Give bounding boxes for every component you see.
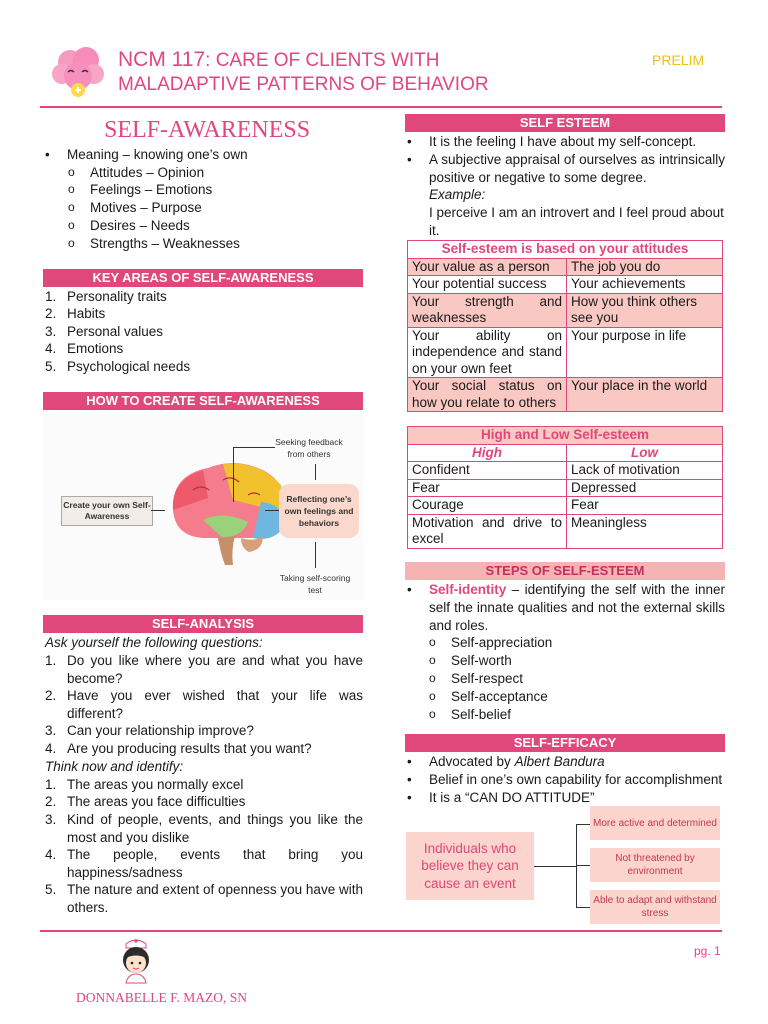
- table-row: Confident Lack of motivation: [408, 462, 723, 480]
- self-awareness-title: SELF-AWARENESS: [104, 117, 311, 143]
- identify-item: 1. The areas you normally excel: [45, 777, 244, 792]
- efficacy-source-box: Individuals who believe they can cause an event: [406, 832, 534, 900]
- table-row: Courage Fear: [408, 497, 723, 515]
- attitudes-table-title: Self-esteem is based on your attitudes: [408, 241, 723, 259]
- table-row: Your value as a person The job you do: [408, 258, 723, 276]
- col-high: High: [408, 444, 567, 462]
- identify-item: 2. The areas you face difficulties: [45, 794, 246, 809]
- step-item: o Self-worth: [451, 652, 512, 670]
- self-efficacy-heading: SELF-EFFICACY: [405, 734, 725, 752]
- course-code: NCM 117: [118, 48, 206, 71]
- steps-heading: STEPS OF SELF-ESTEEM: [405, 562, 725, 580]
- seeking-feedback-label: Seeking feedback from others: [275, 437, 343, 459]
- identify-item: 3. Kind of people, events, and things you like the most and you dislike: [45, 812, 363, 845]
- efficacy-outcome: Able to adapt and withstand stress: [590, 890, 720, 924]
- high-low-table-title: High and Low Self-esteem: [408, 427, 723, 445]
- attitudes-table: [407, 240, 723, 412]
- key-area-item: 3. Personal values: [45, 324, 164, 339]
- high-low-table: [407, 426, 723, 549]
- reflecting-box: Reflecting one’s own feelings and behaviors: [279, 484, 359, 538]
- footer-divider: [40, 930, 722, 932]
- col-low: Low: [567, 444, 723, 462]
- awareness-item: o Desires – Needs: [90, 217, 190, 235]
- table-row: Your strength and weaknesses How you think others see you: [408, 293, 723, 327]
- page-number: pg. 1: [694, 944, 721, 958]
- self-awareness-diagram: [43, 414, 363, 600]
- create-box: Create your own Self-Awareness: [61, 496, 153, 526]
- efficacy-outcome: Not threatened by environment: [590, 848, 720, 882]
- question-item: 1. Do you like where you are and what you have become?: [45, 653, 363, 686]
- awareness-item: o Feelings – Emotions: [90, 181, 212, 199]
- example-label: Example:: [429, 187, 486, 202]
- key-area-item: 2. Habits: [45, 306, 106, 321]
- question-item: 2. Have you ever wished that your life was different?: [45, 688, 363, 721]
- self-esteem-bullet: • It is the feeling I have about my self-concept.: [429, 133, 725, 151]
- author-name: DONNABELLE F. MAZO, SN: [76, 990, 248, 1005]
- self-analysis-heading: SELF-ANALYSIS: [43, 615, 363, 633]
- table-row: Fear Depressed: [408, 479, 723, 497]
- course-title-line1: : CARE OF CLIENTS WITH: [205, 50, 440, 71]
- table-row: Your social status on how you relate to others Your place in the world: [408, 378, 723, 412]
- step-item: o Self-appreciation: [451, 634, 552, 652]
- can-do-bullet: • It is a “CAN DO ATTITUDE”: [429, 789, 595, 807]
- key-area-item: 4. Emotions: [45, 341, 124, 356]
- meaning-bullet: • Meaning – knowing one’s own: [67, 146, 248, 164]
- example-text: I perceive I am an introvert and I feel proud about it.: [429, 205, 724, 238]
- identify-item: 5. The nature and extent of openness you have with others.: [45, 882, 363, 915]
- header-divider: [40, 106, 722, 108]
- step-item: o Self-respect: [451, 670, 523, 688]
- term-label: PRELIM: [652, 52, 705, 68]
- advocated-bullet: • Advocated by Albert Bandura: [429, 753, 605, 771]
- question-item: 4. Are you producing results that you want?: [45, 741, 312, 756]
- identify-intro: Think now and identify:: [45, 759, 184, 774]
- awareness-item: o Strengths – Weaknesses: [90, 235, 240, 253]
- self-esteem-bullet: • A subjective appraisal of ourselves as intrinsically positive or negative to some degree.: [429, 151, 725, 186]
- awareness-item: o Attitudes – Opinion: [90, 164, 204, 182]
- table-row: Your potential success Your achievements: [408, 276, 723, 294]
- how-to-heading: HOW TO CREATE SELF-AWARENESS: [43, 392, 363, 410]
- taking-test-label: Taking self-scoring test: [279, 573, 351, 595]
- table-row: Motivation and drive to excel Meaningless: [408, 514, 723, 548]
- efficacy-outcome: More active and determined: [590, 806, 720, 840]
- nurse-avatar-icon: [116, 936, 156, 984]
- key-area-item: 1. Personality traits: [45, 289, 167, 304]
- course-title-line2: MALADAPTIVE PATTERNS OF BEHAVIOR: [118, 74, 489, 95]
- key-areas-heading: KEY AREAS OF SELF-AWARENESS: [43, 269, 363, 287]
- identify-item: 4. The people, events that bring you happiness/sadness: [45, 847, 363, 880]
- brain-logo-icon: [48, 42, 108, 100]
- table-row: Your ability on independence and stand on your own feet Your purpose in life: [408, 327, 723, 378]
- key-area-item: 5. Psychological needs: [45, 359, 191, 374]
- awareness-item: o Motives – Purpose: [90, 199, 202, 217]
- self-identity-bullet: • Self-identity – identifying the self with the inner self the innate qualities and not the external skills and roles.: [429, 581, 725, 635]
- self-esteem-heading: SELF ESTEEM: [405, 114, 725, 132]
- belief-bullet: • Belief in one’s own capability for accomplishment: [429, 771, 722, 789]
- self-analysis-intro: Ask yourself the following questions:: [45, 635, 263, 650]
- step-item: o Self-acceptance: [451, 688, 548, 706]
- step-item: o Self-belief: [451, 706, 511, 724]
- question-item: 3. Can your relationship improve?: [45, 723, 254, 738]
